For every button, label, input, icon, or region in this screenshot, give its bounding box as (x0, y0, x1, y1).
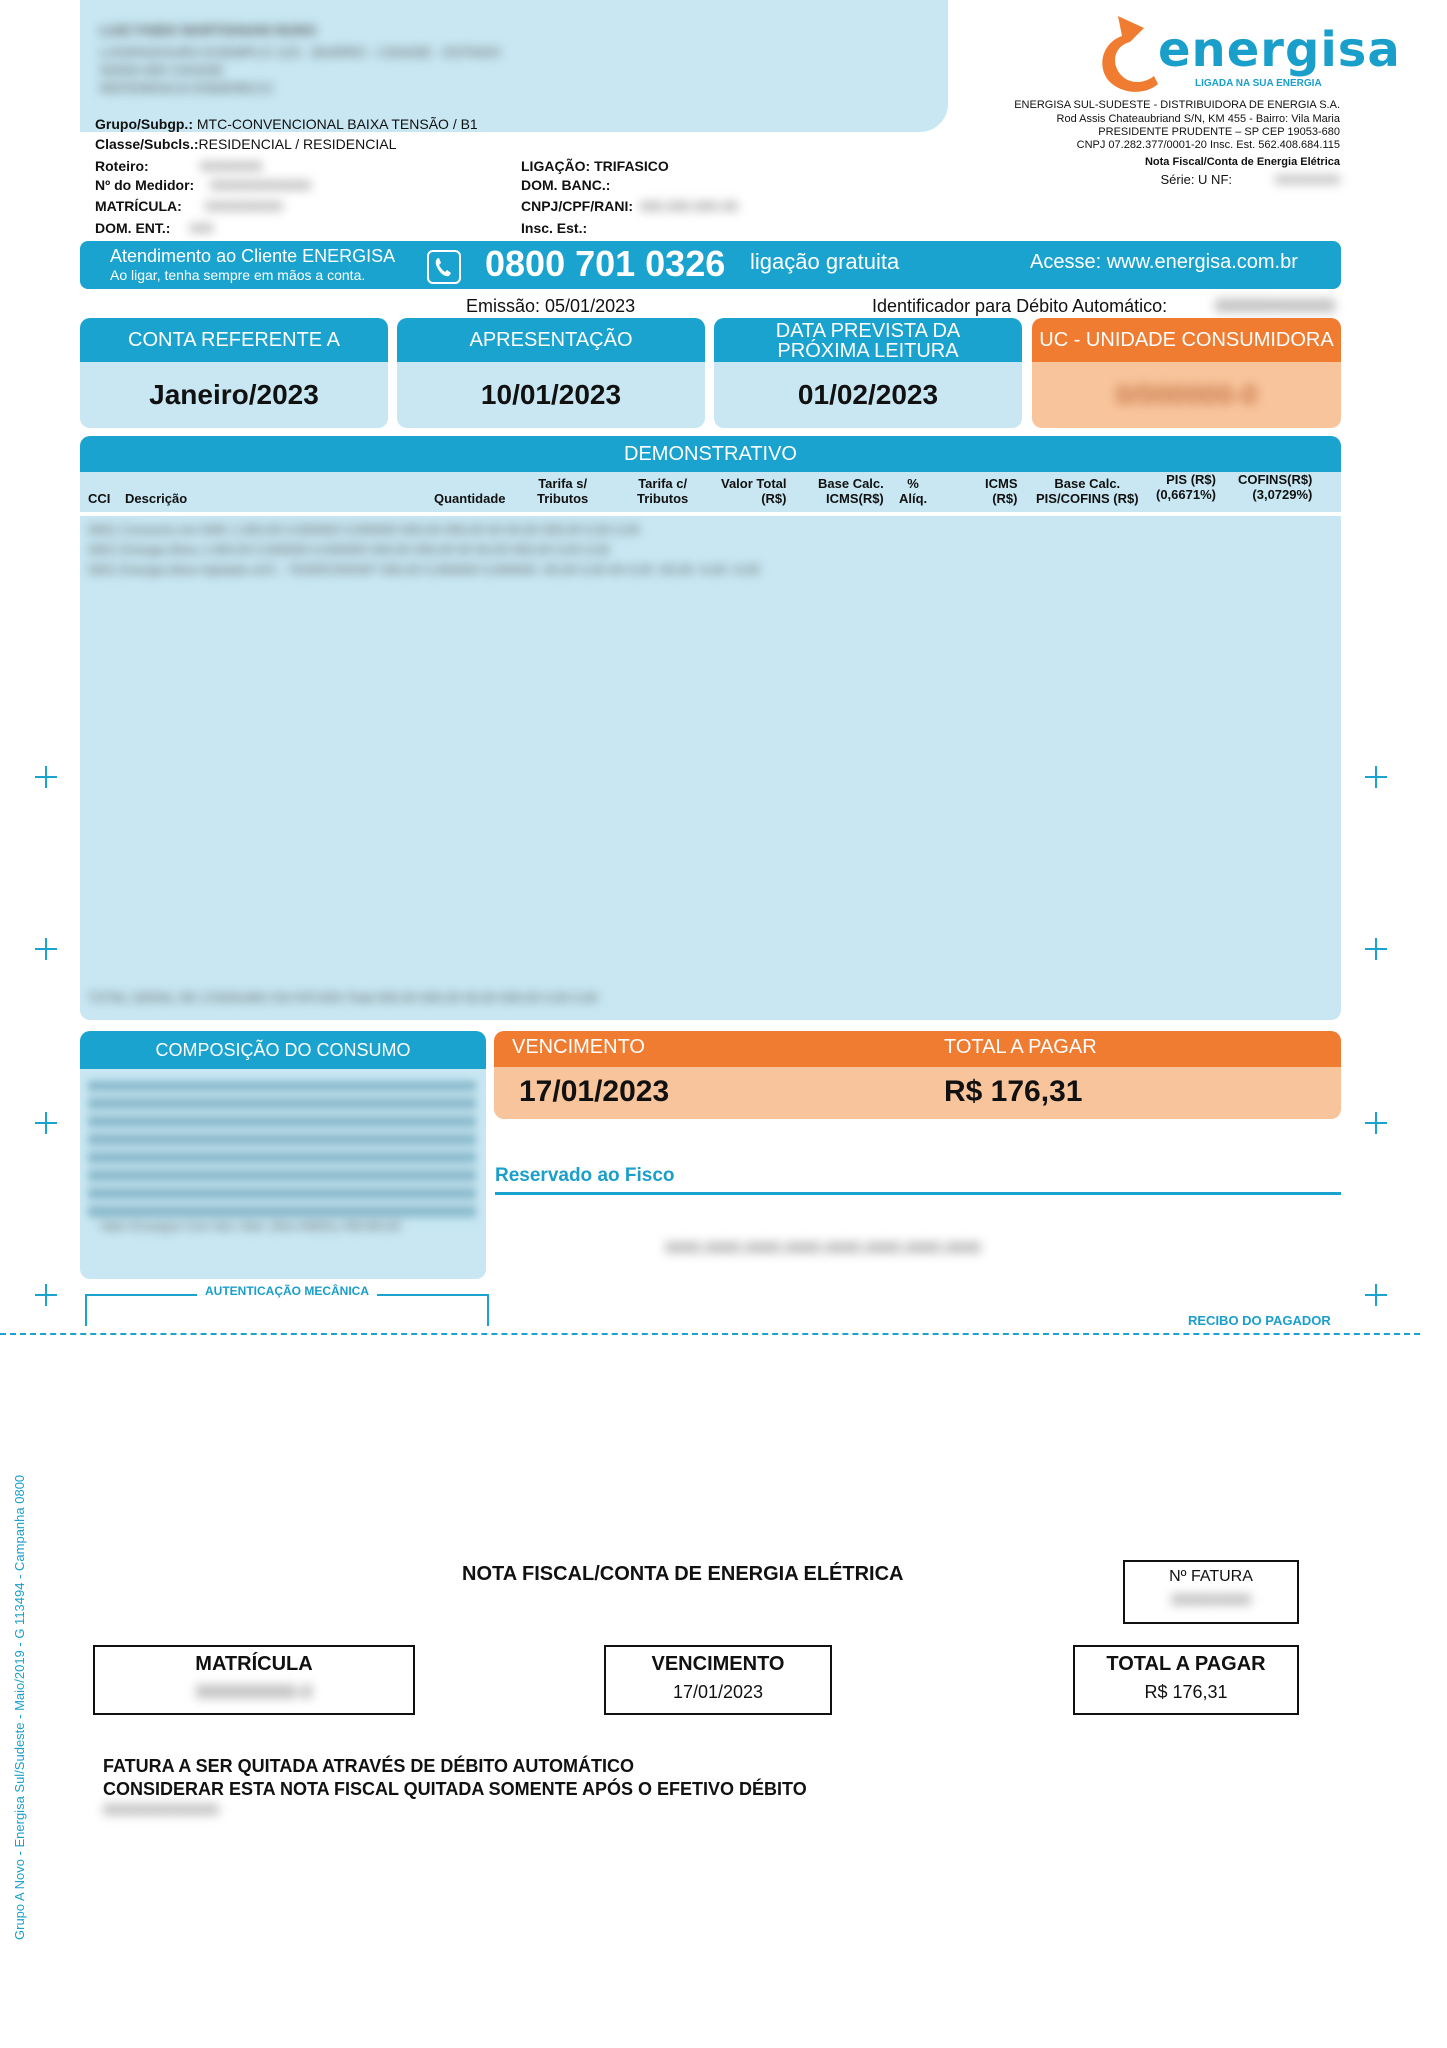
apresentacao-value: 10/01/2023 (397, 362, 705, 428)
col-pis (1156, 472, 1216, 502)
demonstrativo-title: DEMONSTRATIVO (80, 436, 1341, 472)
payment-header (494, 1031, 1341, 1067)
registration-mark (35, 938, 57, 960)
col-descricao: Descrição (125, 491, 188, 506)
col-pis-1: PIS (R$) (1166, 472, 1216, 487)
col-quantidade: Quantidade (434, 491, 506, 506)
roteiro-value: 00000000 (200, 158, 263, 174)
col-tarifa-sem-2: Tributos (537, 491, 589, 506)
fisco-code: 0000.0000.0000.0000.0000.0000.0000.0000 (665, 1240, 981, 1257)
apresentacao-title: APRESENTAÇÃO (397, 318, 705, 362)
side-campaign-text: Grupo A Novo - Energisa Sul/Sudeste - Maio/2019 - G 113494 - Campanha 0800 (12, 1474, 27, 1940)
fatura-box (1123, 1560, 1299, 1624)
dom-ent-label: DOM. ENT.: (95, 220, 171, 236)
nf-number: 000000000 (1274, 172, 1340, 187)
cnpj-value: 000.000.000-00 (640, 198, 739, 214)
grupo-value: MTC-CONVENCIONAL BAIXA TENSÃO / B1 (196, 116, 478, 132)
slip-vencimento-value: 17/01/2023 (672, 1682, 764, 1702)
medidor-label: Nº do Medidor: (95, 177, 195, 193)
service-free-call: ligação gratuita (750, 249, 900, 274)
col-aliquota (899, 476, 927, 506)
slip-vencimento-label: VENCIMENTO (651, 1653, 785, 1675)
col-tarifa-sem-1: Tarifa s/ (538, 476, 588, 491)
matricula-box (93, 1645, 415, 1715)
composicao-footer: Valor Encargos Com Sist. Distr. (Res ANEEL) R$ 000,00 (100, 1219, 401, 1233)
matricula-value: 0000000000 (205, 198, 283, 214)
composicao-box (80, 1069, 486, 1279)
debito-message-2: CONSIDERAR ESTA NOTA FISCAL QUITADA SOMENTE APÓS O EFETIVO DÉBITO (103, 1779, 807, 1799)
client-address-line: LOGRADOURO EXEMPLO 123 - BAIRRO - CIDADE - ESTADO (100, 44, 501, 60)
registration-mark (35, 1284, 57, 1306)
slip-matricula-value: 0000000000-0 (195, 1682, 313, 1702)
classe-value: RESIDENCIAL / RESIDENCIAL (198, 136, 397, 152)
company-city: PRESIDENTE PRUDENTE – SP CEP 19053-680 (1098, 126, 1340, 138)
composicao-title: COMPOSIÇÃO DO CONSUMO (80, 1031, 486, 1069)
col-tarifa-com-1: Tarifa c/ (638, 476, 688, 491)
slip-matricula-label: MATRÍCULA (195, 1653, 313, 1675)
debito-message-1: FATURA A SER QUITADA ATRAVÉS DE DÉBITO AUTOMÁTICO (103, 1756, 634, 1776)
client-name: LUIZ FABIO MARTIGNANI NUNO (100, 22, 317, 38)
col-pis-2: (0,6671%) (1156, 487, 1216, 502)
grupo-row (95, 116, 478, 132)
col-base-icms (818, 476, 884, 506)
recibo-pagador-label: RECIBO DO PAGADOR (1188, 1313, 1331, 1328)
slip-total-label: TOTAL A PAGAR (1106, 1653, 1266, 1675)
proxima-leitura-title (714, 318, 1022, 362)
col-tarifa-sem (537, 476, 588, 506)
composicao-table (88, 1081, 476, 1221)
fatura-value: 000000000 (1170, 1592, 1252, 1609)
demonstrativo-body (80, 516, 1341, 1020)
conta-referente-title: CONTA REFERENTE A (80, 318, 388, 362)
payment-values (494, 1067, 1341, 1119)
logo-wordmark: energisa (1158, 22, 1401, 78)
company-cnpj: CNPJ 07.282.377/0001-20 Insc. Est. 562.408.684.115 (1076, 139, 1340, 151)
col-cofins-1: COFINS(R$) (1238, 472, 1313, 487)
autenticacao-box (85, 1284, 489, 1326)
conta-referente-value: Janeiro/2023 (80, 362, 388, 428)
slip-title: NOTA FISCAL/CONTA DE ENERGIA ELÉTRICA (462, 1563, 904, 1585)
total-pagar-value: R$ 176,31 (944, 1075, 1083, 1108)
dom-banc-label: DOM. BANC.: (521, 177, 611, 193)
vencimento-value: 17/01/2023 (519, 1075, 670, 1108)
fatura-label: Nº FATURA (1169, 1568, 1253, 1585)
ligacao-label: LIGAÇÃO: (521, 158, 591, 174)
classe-label: Classe/Subcls.: (95, 136, 199, 152)
website-link[interactable]: Acesse: www.energisa.com.br (1030, 251, 1298, 273)
service-title: Atendimento ao Cliente ENERGISA (110, 246, 396, 266)
col-cci: CCI (88, 491, 111, 506)
fisco-divider (495, 1192, 1341, 1195)
col-valor-total-2: (R$) (761, 491, 787, 506)
col-tarifa-com (637, 476, 688, 506)
slip-total-value: R$ 176,31 (1144, 1682, 1228, 1702)
proxima-leitura-title-line2: PRÓXIMA LEITURA (777, 340, 959, 362)
logo-tagline: LIGADA NA SUA ENERGIA (1195, 78, 1322, 89)
dom-ent-value: 000 (190, 220, 214, 236)
slip-vencimento-box (604, 1645, 832, 1715)
col-base-icms-1: Base Calc. (818, 476, 884, 491)
table-total-row: TOTAL GERAL DE CONSUMO DA FATURA Total 000,00 000,00 00,00 000,00 0,00 0,00 (88, 990, 598, 1005)
roteiro-label: Roteiro: (95, 158, 149, 174)
emissao-date: Emissão: 05/01/2023 (466, 296, 636, 316)
cut-line (0, 1333, 1420, 1335)
cnpj-label: CNPJ/CPF/RANI: (521, 198, 634, 214)
grupo-label: Grupo/Subgp.: (95, 116, 193, 132)
ligacao-row (521, 158, 669, 174)
customer-service-bar (80, 241, 1341, 289)
insc-label: Insc. Est.: (521, 220, 588, 236)
client-address-line: REFERENCIA ENDERECO (100, 80, 273, 96)
vencimento-title: VENCIMENTO (512, 1036, 645, 1058)
energisa-logo-icon (1100, 14, 1160, 92)
registration-mark (1365, 1112, 1387, 1134)
col-cofins-2: (3,0729%) (1252, 487, 1313, 502)
col-icms (985, 476, 1018, 506)
registration-mark (35, 766, 57, 788)
registration-mark (1365, 1284, 1387, 1306)
col-base-pis-2: PIS/COFINS (R$) (1036, 491, 1139, 506)
registration-mark (1365, 766, 1387, 788)
matricula-label: MATRÍCULA: (95, 198, 182, 214)
col-icms-1: ICMS (985, 476, 1018, 491)
nf-title: Nota Fiscal/Conta de Energia Elétrica (1144, 156, 1340, 168)
col-base-pis-1: Base Calc. (1054, 476, 1121, 491)
medidor-value: 0000000000000 (210, 177, 312, 193)
table-row: 0601 Energia Ativa Injetada oUC - TE/ERCR/KWT 000,00 0,000000 0,000000 -00,00 0,00 00 0,00 -00,00 -0,00 -0,00 (88, 562, 760, 577)
debito-message-3: 0000000000000 (103, 1802, 219, 1819)
reservado-fisco-label: Reservado ao Fisco (495, 1165, 675, 1186)
uc-value-box (1032, 362, 1341, 428)
col-base-pis (1036, 476, 1139, 506)
col-tarifa-com-2: Tributos (637, 491, 689, 506)
classe-row (95, 136, 396, 152)
debito-value: 000000000000 (1215, 296, 1336, 316)
col-icms-2: (R$) (992, 491, 1018, 506)
demonstrativo-columns (80, 472, 1341, 512)
col-valor-total (721, 476, 787, 506)
proxima-leitura-title-line1: DATA PREVISTA DA (775, 320, 961, 342)
nf-serie: Série: U NF: (1160, 172, 1232, 187)
uc-value: 0/000000-0 (1115, 379, 1258, 410)
debito-label: Identificador para Débito Automático: (872, 296, 1168, 316)
ligacao-value: TRIFASICO (594, 158, 669, 174)
phone-icon (427, 250, 461, 284)
autenticacao-label: AUTENTICAÇÃO MECÂNICA (197, 1284, 377, 1298)
service-phone: 0800 701 0326 (485, 243, 726, 284)
proxima-leitura-value: 01/02/2023 (714, 362, 1022, 428)
company-name: ENERGISA SUL-SUDESTE - DISTRIBUIDORA DE ENERGIA S.A. (1014, 99, 1340, 111)
total-pagar-title: TOTAL A PAGAR (944, 1036, 1097, 1058)
registration-mark (35, 1112, 57, 1134)
registration-mark (1365, 938, 1387, 960)
col-cofins (1238, 472, 1312, 502)
client-address-line: 00000-000 CIDADE (100, 62, 224, 78)
company-address: Rod Assis Chateaubriand S/N, KM 455 - Bairro: Vila Maria (1056, 113, 1340, 125)
col-aliquota-1: % (907, 476, 919, 491)
col-aliquota-2: Alíq. (899, 491, 928, 506)
slip-total-box (1073, 1645, 1299, 1715)
table-row: 0601 Energia Ativa 1.000,00 0,000000 0,000000 000,00 000,00 00 00,00 000,00 0,00 0,00 (88, 542, 610, 557)
service-subtitle: Ao ligar, tenha sempre em mãos a conta. (110, 267, 366, 283)
col-base-icms-2: ICMS(R$) (825, 491, 884, 506)
uc-title: UC - UNIDADE CONSUMIDORA (1032, 318, 1341, 362)
table-row: 0601 Consumo em kWh 1.000,00 0,000000 0,000000 000,00 000,00 00 00,00 000,00 0,00 0,00 (88, 522, 640, 537)
col-valor-total-1: Valor Total (721, 476, 787, 491)
